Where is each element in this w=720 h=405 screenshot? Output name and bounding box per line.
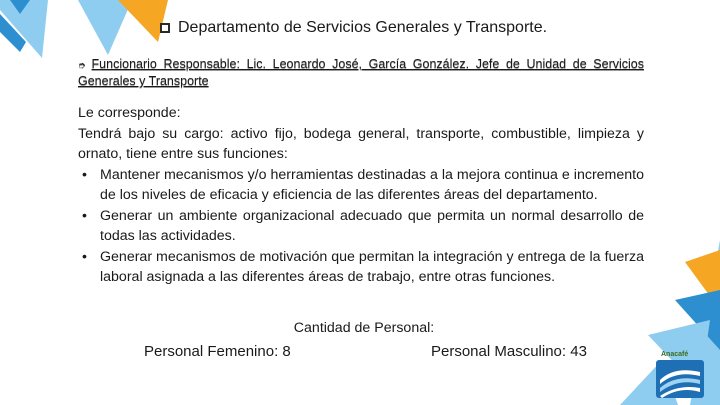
double-arrow-bullet-icon: ➮: [78, 60, 86, 70]
intro-text: Le corresponde:: [78, 105, 181, 121]
cargo-text: Tendrá bajo su cargo: activo fijo, bodega general, transporte, combustible, limpieza y ornato, tiene entre sus funciones:: [78, 125, 644, 162]
personal-masculino: Personal Masculino: 43: [431, 343, 587, 360]
bullet-dot-icon: •: [82, 207, 87, 224]
bullet-dot-icon: •: [82, 166, 87, 183]
slide-title: [160, 19, 547, 37]
checkbox-bullet-icon: [160, 23, 170, 33]
slide-title-text: Departamento de Servicios Generales y Transporte.: [178, 19, 548, 36]
funciones-list: [78, 165, 644, 288]
list-item: • Generar mecanismos de motivación que permitan la integración y entrega de la fuerza laboral asignada a las diferentes áreas de trabajo, entre otras funciones.: [82, 248, 644, 285]
logo-text: Anacafé: [661, 351, 689, 358]
responsable-line: [78, 56, 644, 89]
bullet-dot-icon: •: [82, 248, 87, 265]
anacafe-logo: [654, 352, 706, 400]
personal-femenino: Personal Femenino: 8: [144, 343, 291, 360]
list-item: • Mantener mecanismos y/o herramientas destinadas a la mejora continua e incremento de los niveles de eficacia y eficiencia de las diferentes áreas del departamento.: [82, 166, 644, 203]
body-text: [78, 103, 644, 288]
list-item: • Generar un ambiente organizacional adecuado que permita un normal desarrollo de todas las actividades.: [82, 207, 644, 244]
cantidad-personal-label: Cantidad de Personal:: [293, 320, 435, 336]
responsable-text: Funcionario Responsable: Lic. Leonardo José, García González. Jefe de Unidad de Servicios Generales y Transporte: [78, 57, 644, 88]
